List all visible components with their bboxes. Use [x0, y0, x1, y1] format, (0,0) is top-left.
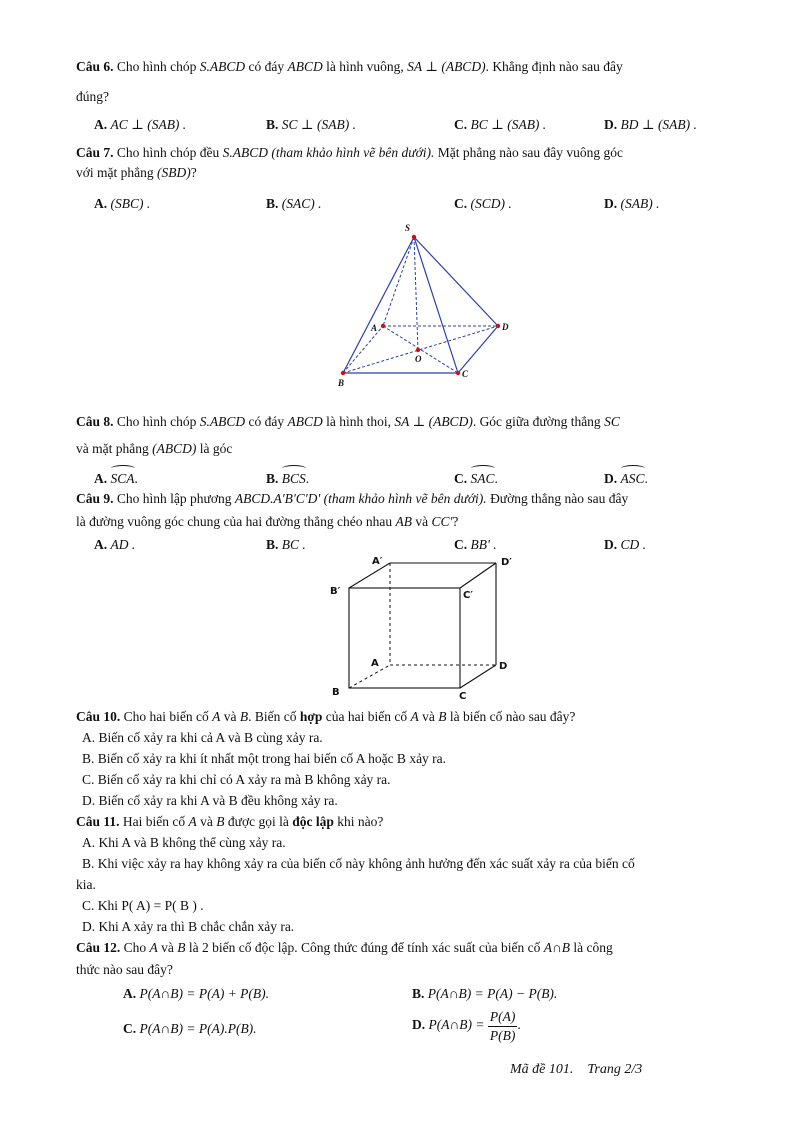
pyramid-label-a: A [371, 323, 378, 333]
q6-option-a[interactable]: A. AC ⊥ (SAB) . [94, 117, 187, 132]
q6-option-c[interactable]: C. BC ⊥ (SAB) . [454, 117, 547, 132]
cube-label-d: D [499, 661, 508, 672]
q8-option-b[interactable]: B. BCS. [266, 471, 310, 486]
q7-option-b[interactable]: B. (SAC) . [266, 196, 322, 211]
cube-label-d1: D′ [501, 557, 512, 568]
pyramid-label-s: S [405, 223, 411, 233]
q12-line1: Câu 12. Cho A và B là 2 biến cố độc lập. Công thức đúng để tính xác suất của biến cố A∩B là công [76, 940, 613, 955]
q11-option-c[interactable]: C. Khi P( A) = P( B ) . [82, 898, 204, 913]
q8-option-a[interactable]: A. SCA. [94, 471, 138, 486]
q11-number: Câu 11. [76, 814, 120, 829]
cube-label-c: C [459, 691, 467, 702]
q8-option-d[interactable]: D. ASC. [604, 471, 648, 486]
q10-option-a[interactable]: A. Biến cố xảy ra khi cả A và B cùng xảy ra. [82, 730, 323, 745]
page-number: Trang 2/3 [587, 1062, 643, 1077]
q11-option-b-cont: kia. [76, 877, 96, 892]
q11-option-b[interactable]: B. Khi việc xảy ra hay không xảy ra của biến cố này không ảnh hưởng đến xác suất xảy ra của biến cố [82, 856, 635, 871]
q9-option-b[interactable]: B. BC . [266, 537, 306, 552]
q9-number: Câu 9. [76, 491, 114, 506]
exam-code: Mã đề 101. [510, 1062, 574, 1077]
fraction: $\frac{P(A)}{P(B)}$ [489, 1009, 516, 1043]
q9-option-a[interactable]: A. AD . [94, 537, 136, 552]
q10-option-c[interactable]: C. Biến cố xảy ra khi chỉ có A xảy ra mà B không xảy ra. [82, 772, 391, 787]
q9-line2: là đường vuông góc chung của hai đường thẳng chéo nhau AB và CC'? [76, 514, 459, 529]
q9-option-c[interactable]: C. BB' . [454, 537, 497, 552]
q8-line2: và mặt phẳng (ABCD) là góc [76, 441, 233, 456]
q12-option-a[interactable]: A. P(A∩B) = P(A) + P(B). [123, 986, 270, 1001]
q7-line2: với mặt phẳng (SBD)? [76, 165, 197, 180]
q11-line1: Câu 11. Hai biến cố A và B được gọi là độc lập khi nào? [76, 814, 384, 829]
q10-number: Câu 10. [76, 709, 121, 724]
q12-number: Câu 12. [76, 940, 121, 955]
q7-option-a[interactable]: A. (SBC) . [94, 196, 151, 211]
q10-option-b[interactable]: B. Biến cố xảy ra khi ít nhất một trong hai biến cố A hoặc B xảy ra. [82, 751, 447, 766]
q6-option-b[interactable]: B. SC ⊥ (SAB) . [266, 117, 356, 132]
page-footer [510, 1061, 642, 1079]
cube-label-c1: C′ [463, 590, 473, 601]
q7-option-c[interactable]: C. (SCD) . [454, 196, 512, 211]
q6-number: Câu 6. [76, 59, 114, 74]
q9-line1: Câu 9. Cho hình lập phương ABCD.A'B'C'D' (tham khảo hình vẽ bên dưới). Đường thẳng nào sau đây [76, 491, 629, 506]
q11-option-a[interactable]: A. Khi A và B không thể cùng xảy ra. [82, 835, 286, 850]
q12-line2: thức nào sau đây? [76, 962, 173, 977]
q6-line2: đúng? [76, 89, 109, 104]
q9-option-d[interactable]: D. CD . [604, 537, 647, 552]
pyramid-label-o: O [415, 354, 422, 364]
pyramid-label-d: D [502, 322, 509, 332]
q7-number: Câu 7. [76, 145, 114, 160]
q7-option-d[interactable]: D. (SAB) . [604, 196, 660, 211]
cube-figure [330, 552, 530, 700]
cube-label-b1: B′ [330, 586, 341, 597]
q8-option-c[interactable]: C. SAC. [454, 471, 498, 486]
cube-label-b: B [332, 687, 340, 698]
q7-line1: Câu 7. Cho hình chóp đều S.ABCD (tham khảo hình vẽ bên dưới). Mặt phẳng nào sau đây vuông góc [76, 145, 624, 160]
q6-line1: Câu 6. Cho hình chóp S.ABCD có đáy ABCD là hình vuông, SA ⊥ (ABCD). Khẳng định nào sau đây [76, 59, 623, 74]
q10-line1: Câu 10. Cho hai biến cố A và B. Biến cố hợp của hai biến cố A và B là biến cố nào sau đây? [76, 709, 576, 724]
q11-option-d[interactable]: D. Khi A xảy ra thì B chắc chắn xảy ra. [82, 919, 295, 934]
q12-option-b[interactable]: B. P(A∩B) = P(A) − P(B). [412, 986, 558, 1001]
q12-option-d[interactable]: D. P(A∩B) = $\frac{P(A)}{P(B)}$ . [412, 1009, 521, 1043]
cube-label-a1: A′ [372, 556, 383, 567]
pyramid-label-c: C [462, 369, 469, 379]
q8-line1: Câu 8. Cho hình chóp S.ABCD có đáy ABCD là hình thoi, SA ⊥ (ABCD). Góc giữa đường thẳng SC [76, 414, 620, 429]
pyramid-figure [330, 220, 520, 390]
q8-number: Câu 8. [76, 414, 114, 429]
q6-option-d[interactable]: D. BD ⊥ (SAB) . [604, 117, 697, 132]
q12-option-c[interactable]: C. P(A∩B) = P(A).P(B). [123, 1021, 257, 1036]
q10-option-d[interactable]: D. Biến cố xảy ra khi A và B đều không xảy ra. [82, 793, 338, 808]
pyramid-label-b: B [338, 378, 345, 388]
cube-label-a: A [371, 658, 379, 669]
